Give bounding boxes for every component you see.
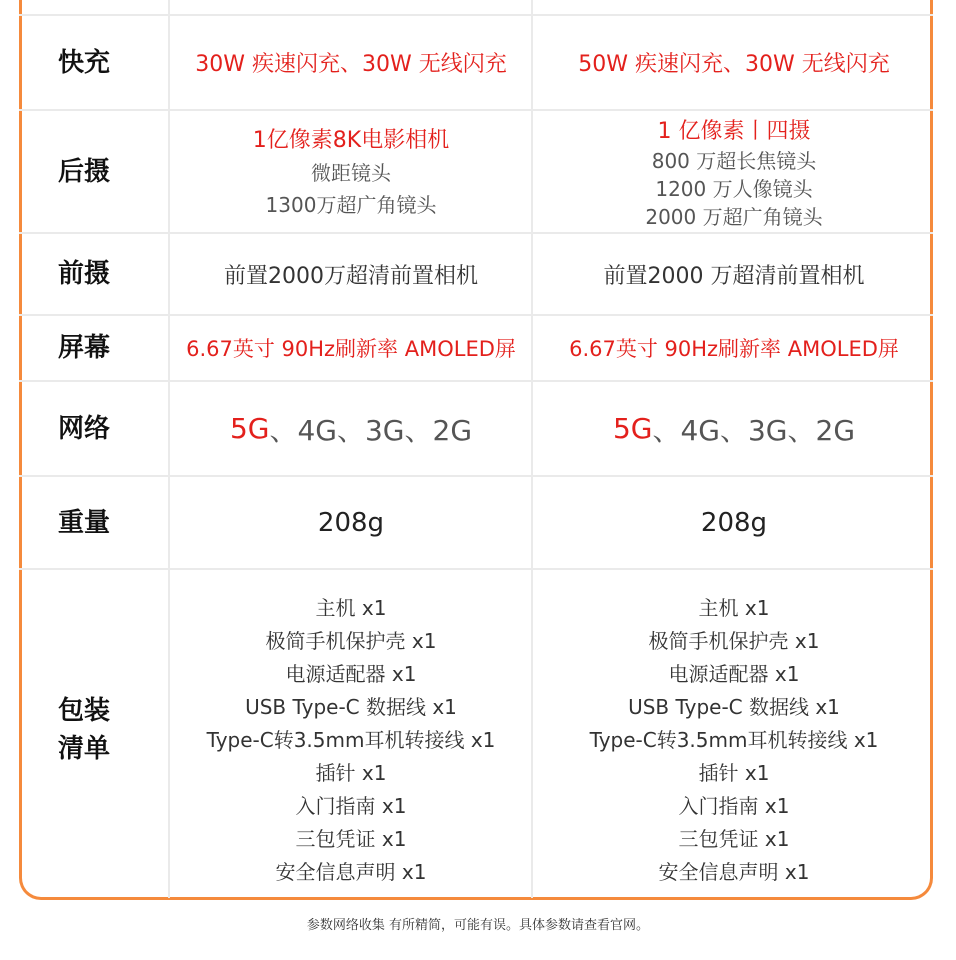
network-value-2 — [534, 382, 934, 475]
list-item: USB Type-C 数据线 x1 — [628, 695, 840, 719]
list-item: 入门指南 x1 — [295, 794, 407, 818]
list-item: 主机 x1 — [698, 596, 770, 620]
label-text: 清单 — [57, 734, 110, 764]
weight-value-1: 208g — [317, 507, 385, 538]
front-camera-value-1: 前置2000万超清前置相机 — [224, 263, 478, 289]
network-rest: 、4G、3G、2G — [652, 413, 856, 447]
label-text: 包装 — [57, 696, 110, 726]
label-text: 快充 — [57, 47, 110, 78]
list-item: 电源适配器 x1 — [285, 662, 417, 686]
screen-value-2: 6.67英寸 90Hz刷新率 AMOLED屏 — [569, 337, 899, 361]
rear-camera-line: 800 万超长焦镜头 — [651, 149, 817, 173]
screen-value-1: 6.67英寸 90Hz刷新率 AMOLED屏 — [186, 337, 516, 361]
weight-value-2: 208g — [700, 507, 768, 538]
row-label-fast-charge — [22, 16, 146, 109]
row-label-screen — [22, 316, 146, 380]
list-item: 主机 x1 — [315, 596, 387, 620]
rear-camera-line: 微距镜头 — [311, 161, 391, 185]
row-label-rear-camera — [22, 111, 146, 232]
list-item: 极简手机保护壳 x1 — [648, 629, 820, 653]
network-rest: 、4G、3G、2G — [269, 413, 473, 447]
package-list-2 — [534, 592, 934, 888]
network-highlight: 5G — [612, 412, 653, 445]
footer-note: 参数网络收集 有所精简，可能有误。具体参数请查看官网。 — [306, 918, 650, 933]
label-text: 重量 — [57, 507, 110, 538]
label-text: 前摄 — [57, 259, 110, 289]
label-text: 屏幕 — [57, 333, 110, 363]
package-list-1 — [170, 592, 532, 888]
list-item: USB Type-C 数据线 x1 — [245, 695, 457, 719]
rear-camera-line: 1300万超广角镜头 — [265, 193, 437, 217]
list-item: 电源适配器 x1 — [668, 662, 800, 686]
list-item: 入门指南 x1 — [678, 794, 790, 818]
list-item: Type-C转3.5mm耳机转接线 x1 — [589, 728, 879, 752]
fast-charge-value-1: 30W 疾速闪充、30W 无线闪充 — [195, 52, 507, 77]
row-label-weight — [22, 477, 146, 568]
fast-charge-value-2: 50W 疾速闪充、30W 无线闪充 — [578, 52, 890, 77]
rear-camera-value-1 — [170, 111, 532, 232]
rear-camera-main: 1 亿像素丨四摄 — [657, 119, 811, 144]
rear-camera-line: 1200 万人像镜头 — [655, 177, 813, 201]
label-text: 后摄 — [57, 156, 110, 187]
list-item: 插针 x1 — [698, 761, 770, 785]
network-value-1 — [170, 382, 532, 475]
list-item: 安全信息声明 x1 — [275, 860, 427, 884]
list-item: 三包凭证 x1 — [678, 827, 790, 851]
list-item: 安全信息声明 x1 — [658, 860, 810, 884]
row-divider — [19, 568, 933, 570]
label-text: 网络 — [57, 413, 110, 444]
row-label-front-camera — [22, 234, 146, 314]
list-item: 极简手机保护壳 x1 — [265, 629, 437, 653]
list-item: 插针 x1 — [315, 761, 387, 785]
list-item: 三包凭证 x1 — [295, 827, 407, 851]
rear-camera-line: 2000 万超广角镜头 — [645, 205, 823, 229]
row-label-package — [22, 570, 146, 890]
network-highlight: 5G — [229, 412, 270, 445]
rear-camera-main: 1亿像素8K电影相机 — [252, 128, 450, 153]
front-camera-value-2: 前置2000 万超清前置相机 — [603, 263, 865, 289]
rear-camera-value-2 — [534, 111, 934, 232]
row-label-network — [22, 382, 146, 475]
list-item: Type-C转3.5mm耳机转接线 x1 — [206, 728, 496, 752]
